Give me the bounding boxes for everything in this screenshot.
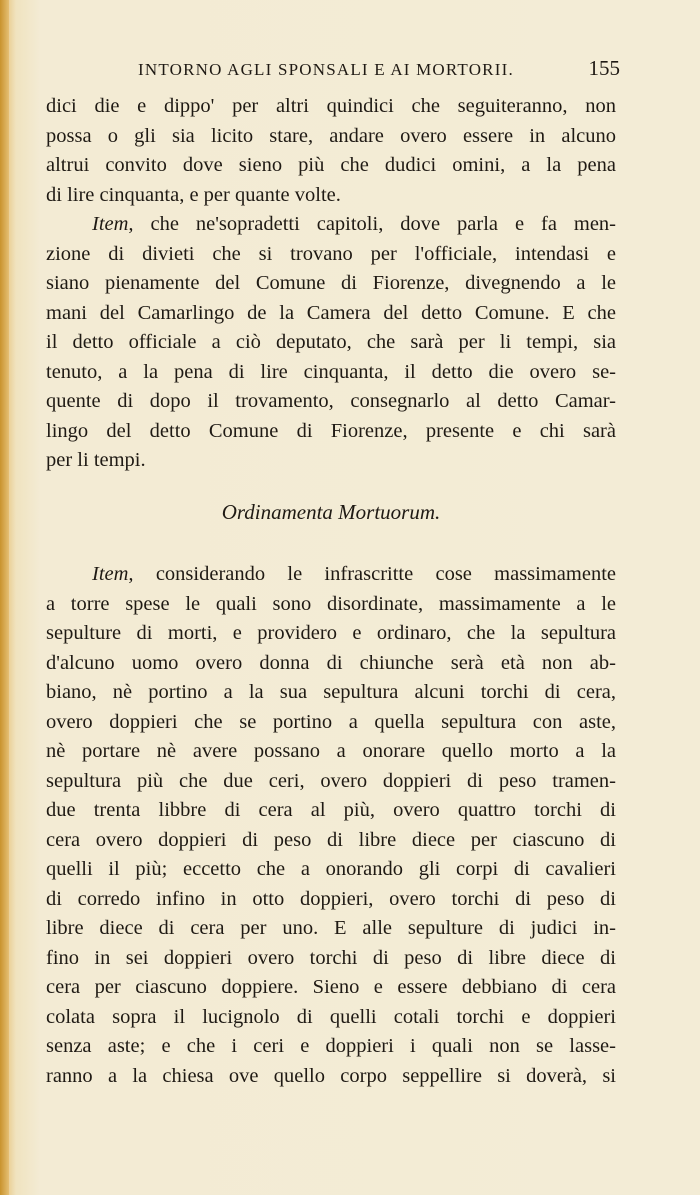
text-line: di lire cinquanta, e per quante volte.	[46, 183, 341, 206]
text-line: dici die e dippo' per altri quindici che seguiteranno, non	[46, 95, 616, 117]
text-line: colata sopra il lucignolo di quelli cotali torchi e doppieri	[46, 1005, 616, 1028]
paragraph-continuation	[46, 92, 616, 210]
text-line: il detto officiale a ciò deputato, che sarà per li tempi, sia	[46, 331, 616, 353]
text-line: di corredo infino in otto doppieri, overo torchi di peso di	[46, 887, 616, 910]
paragraph-item-officiale	[46, 210, 616, 476]
text-line: libre diece di cera per uno. E alle sepulture di judici in-	[46, 917, 616, 939]
text-line: fino in sei doppieri overo torchi di peso di libre diece di	[46, 946, 616, 969]
text-line: sepultura più che due ceri, overo doppieri di peso tramen-	[46, 769, 616, 792]
text-line: per li tempi.	[46, 449, 146, 471]
text-line: possa o gli sia licito stare, andare overo essere in alcuno	[46, 124, 616, 147]
text-line: sepulture di morti, e providero e ordinaro, che la sepultura	[46, 622, 616, 644]
text-line: overo doppieri che se portino a quella sepultura con aste,	[46, 710, 616, 733]
text-line	[46, 560, 616, 590]
text-line: lingo del detto Comune di Fiorenze, presente e chi sarà	[46, 419, 616, 442]
text-line-rest: che ne'sopradetti capitoli, dove parla e fa men-	[133, 213, 616, 235]
page-binding-edge	[0, 0, 9, 1195]
text-line: ranno a la chiesa ove quello corpo seppellire si doverà, si	[46, 1064, 616, 1087]
text-line: quelli il più; eccetto che a onorando gli corpi di cavalieri	[46, 858, 616, 880]
text-line: nè portare nè avere possano a onorare quello morto a la	[46, 740, 616, 762]
text-line: d'alcuno uomo overo donna di chiunche serà età non ab-	[46, 651, 616, 674]
text-line: altrui convito dove sieno più che dudici omini, a la pena	[46, 154, 616, 176]
text-line: a torre spese le quali sono disordinate, massimamente a le	[46, 592, 616, 615]
text-line: zione di divieti che si trovano per l'officiale, intendasi e	[46, 242, 616, 265]
text-line: due trenta libbre di cera al più, overo quattro torchi di	[46, 799, 616, 821]
text-line: mani del Camarlingo de la Camera del detto Comune. E che	[46, 301, 616, 324]
item-lead-word: Item,	[92, 563, 134, 585]
item-lead-word: Item,	[92, 213, 134, 235]
running-head	[46, 56, 620, 84]
text-line: siano pienamente del Comune di Fiorenze, divegnendo a le	[46, 272, 616, 294]
text-line	[46, 210, 616, 240]
text-line: quente di dopo il trovamento, consegnarlo al detto Camar-	[46, 390, 616, 412]
section-heading: Ordinamenta Mortuorum.	[221, 500, 441, 524]
paragraph-ordinamenta	[46, 560, 616, 1091]
page-number: 155	[588, 56, 620, 80]
text-line: biano, nè portino a la sua sepultura alcuni torchi di cera,	[46, 681, 616, 703]
running-title: INTORNO AGLI SPONSALI E AI MORTORII.	[138, 60, 514, 79]
text-line: senza aste; e che i ceri e doppieri i quali non se lasse-	[46, 1035, 616, 1057]
text-line: cera overo doppieri di peso di libre diece per ciascuno di	[46, 828, 616, 851]
text-line-rest: considerando le infrascritte cose massimamente	[133, 563, 616, 585]
text-line: cera per ciascuno doppiere. Sieno e essere debbiano di cera	[46, 976, 616, 998]
text-line: tenuto, a la pena di lire cinquanta, il detto die overo se-	[46, 360, 616, 383]
